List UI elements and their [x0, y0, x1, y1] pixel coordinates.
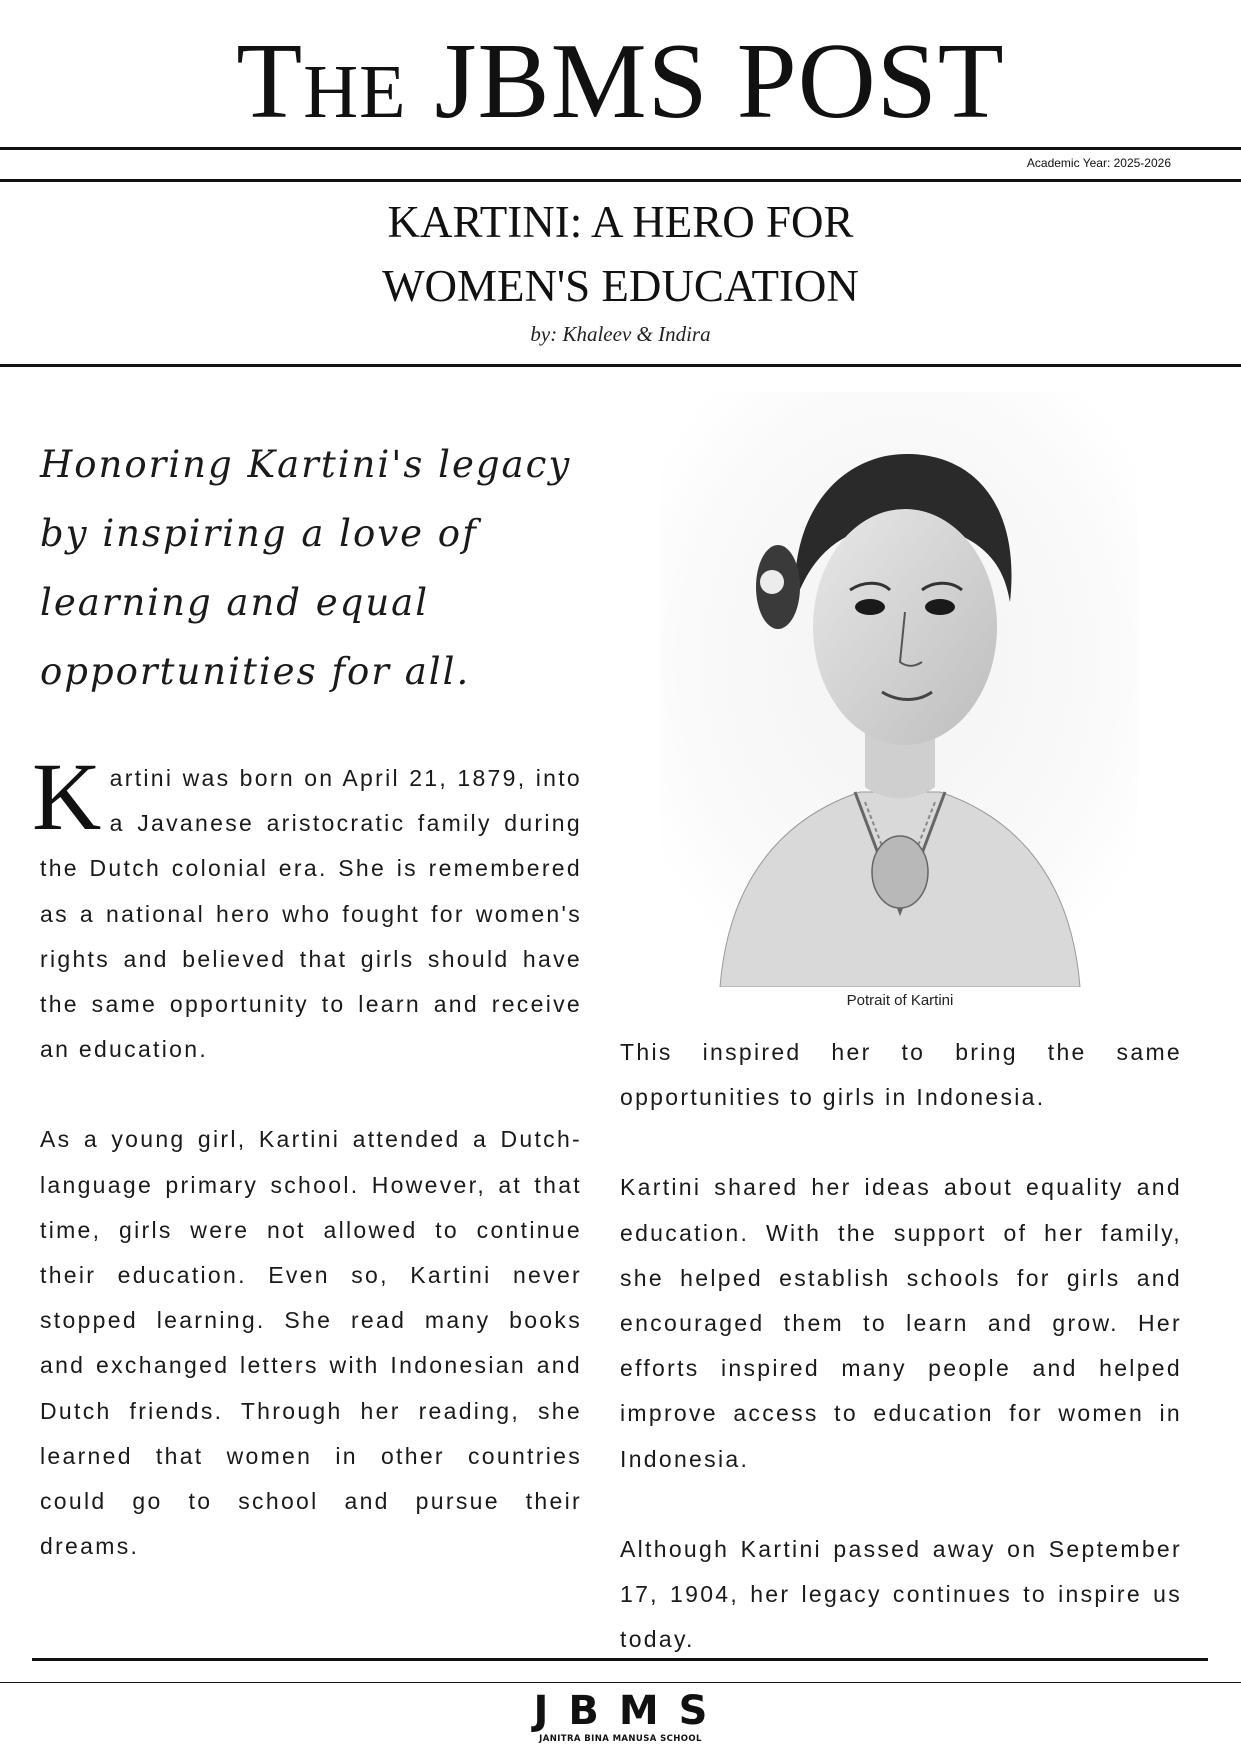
masthead-rule-top	[0, 147, 1241, 150]
headline-line-1: KARTINI: A HERO FOR	[387, 197, 854, 247]
footer-rule-thick	[32, 1658, 1208, 1661]
article-headline	[0, 190, 1241, 318]
article-left-column	[32, 743, 582, 1614]
newspaper-masthead	[0, 22, 1241, 142]
paragraph-1-text: artini was born on April 21, 1879, into a Javanese aristocratic family during the Dutch colonial era. She is remembered as a national hero who fought for women's rights and believed that girls should have the same opportunity to learn and receive an education.	[40, 765, 582, 1063]
article-right-column	[620, 1030, 1182, 1707]
paragraph-4: Kartini shared her ideas about equality and education. With the support of her family, she helped establish schools for girls and encouraged them to learn and grow. Her efforts inspired many people and helped improve access to education for women in Indonesia.	[620, 1174, 1182, 1472]
masthead-name: JBMS POST	[434, 22, 1005, 141]
school-name: JANITRA BINA MANUSA SCHOOL	[539, 1734, 702, 1744]
photo-caption: Potrait of Kartini	[846, 992, 954, 1009]
article-byline: by: Khaleev & Indira	[530, 322, 711, 346]
kartini-portrait	[660, 392, 1138, 987]
academic-year: Academic Year: 2025-2026	[1026, 156, 1171, 170]
school-logo-mark: JBMS	[533, 1688, 728, 1734]
paragraph-1	[32, 743, 582, 1072]
paragraph-2: As a young girl, Kartini attended a Dutch-language primary school. However, at that time, girls were not allowed to continue their education. Even so, Kartini never stopped learning. She read many books and exchanged letters with Indonesian and Dutch friends. Through her reading, she learned that women in other countries could go to school and pursue their dreams.	[40, 1126, 582, 1560]
masthead-rule-bottom	[0, 179, 1241, 182]
masthead-the: The	[236, 22, 407, 141]
headline-rule	[0, 364, 1241, 367]
paragraph-5: Although Kartini passed away on September 17, 1904, her legacy continues to inspire us today.	[620, 1535, 1182, 1653]
headline-line-2: WOMEN'S EDUCATION	[382, 261, 859, 311]
paragraph-3: This inspired her to bring the same opportunities to girls in Indonesia.	[620, 1039, 1182, 1111]
school-logo	[0, 1690, 1241, 1744]
drop-cap: K	[32, 743, 104, 850]
pull-quote: Honoring Kartini's legacy by inspiring a love of learning and equal opportunities for all.	[40, 443, 572, 693]
footer-rule-thin	[0, 1682, 1241, 1683]
